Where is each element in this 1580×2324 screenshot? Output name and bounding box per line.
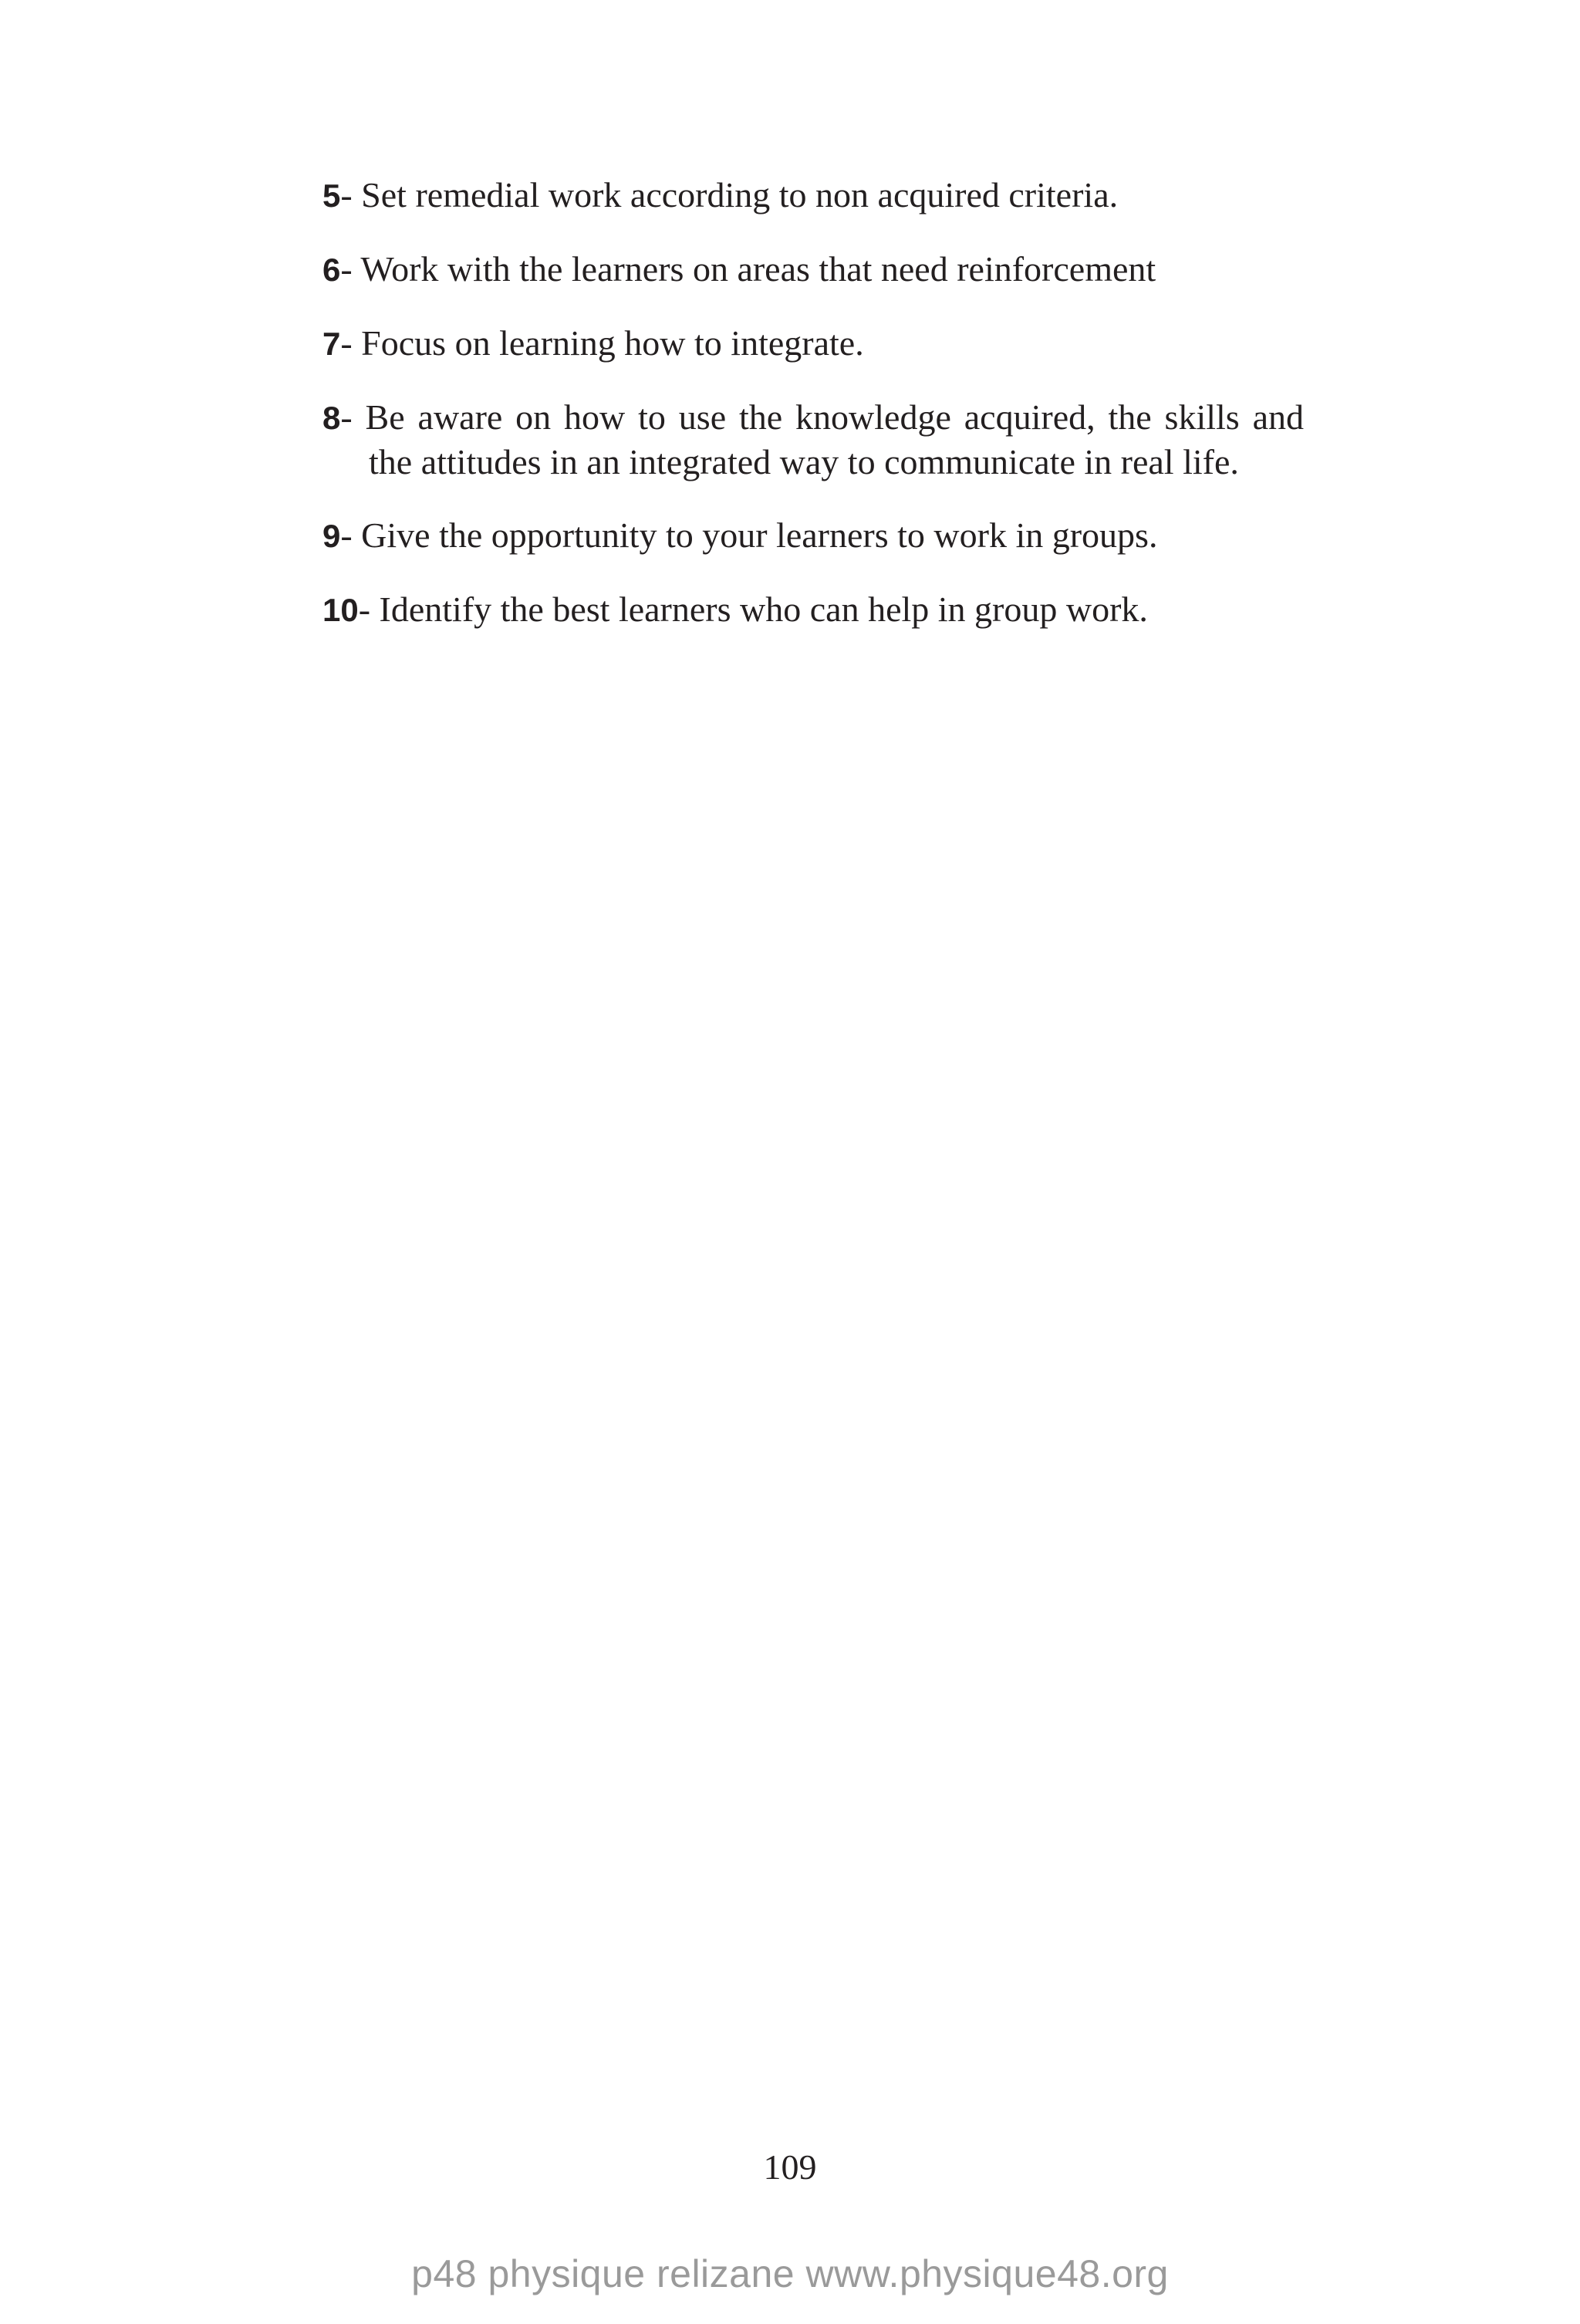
list-item (322, 321, 1304, 366)
item-text: - Be aware on how to use the knowledge acquired, the skills and the attitudes in an integrated way to communicate in real life. (340, 397, 1304, 481)
item-number: 9 (322, 518, 341, 554)
list-item (322, 395, 1304, 484)
watermark: p48 physique relizane www.physique48.org (411, 2252, 1169, 2295)
item-text: - Focus on learning how to integrate. (340, 323, 864, 363)
list-item (322, 247, 1304, 292)
item-text: - Set remedial work according to non acquired criteria. (340, 175, 1119, 214)
item-text: - Identify the best learners who can help in group work. (358, 589, 1148, 629)
item-number: 6 (322, 252, 341, 288)
page-number: 109 (763, 2147, 817, 2187)
list-item (322, 513, 1304, 558)
list-item (322, 173, 1304, 218)
recommendations-list (322, 173, 1304, 661)
item-text: - Give the opportunity to your learners to work in groups. (340, 515, 1158, 555)
item-number: 7 (322, 326, 341, 362)
item-text: - Work with the learners on areas that need reinforcement (340, 249, 1156, 289)
list-item (322, 587, 1304, 632)
item-number: 10 (322, 592, 359, 628)
item-number: 8 (322, 400, 341, 436)
item-number: 5 (322, 177, 341, 214)
